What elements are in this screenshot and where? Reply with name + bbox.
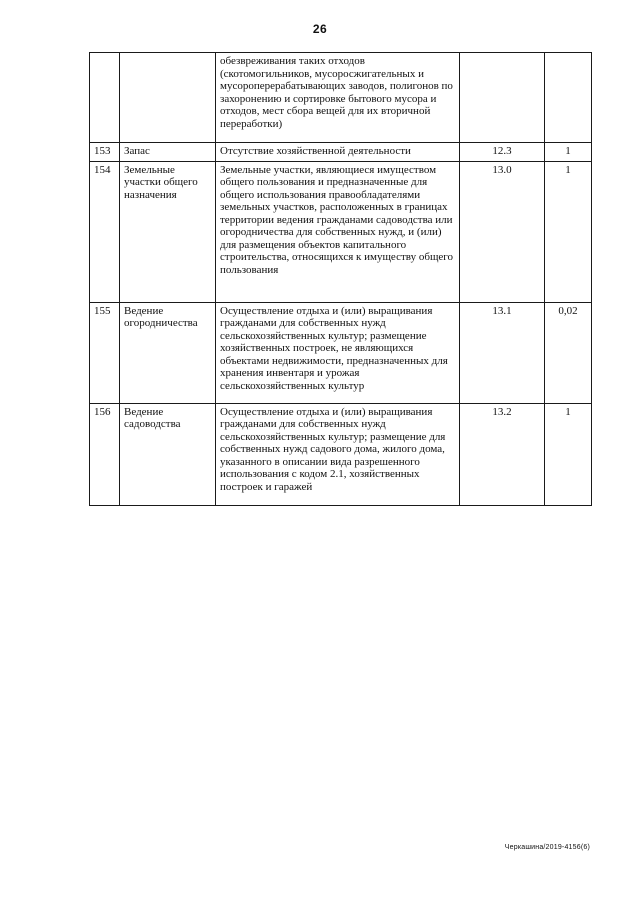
- table-row: [90, 53, 592, 143]
- land-use-name-cell: Ведение огородничества: [120, 302, 216, 403]
- table-row: [90, 302, 592, 403]
- page-number: 26: [312, 22, 328, 36]
- row-number-cell: 154: [90, 161, 120, 302]
- table-row: [90, 143, 592, 162]
- land-use-name-cell: Земельные участки общего назначения: [120, 161, 216, 302]
- code-cell: 13.1: [460, 302, 545, 403]
- row-number-cell: 156: [90, 403, 120, 505]
- table-row: [90, 403, 592, 505]
- coefficient-cell: 1: [545, 161, 592, 302]
- description-cell: обезвреживания таких отходов (скотомогильников, мусоросжигательных и мусороперерабатывающих заводов, полигонов по захоронению и сортировке бытового мусора и отходов, мест сбора вещей для их вторичной переработки): [216, 53, 460, 143]
- row-number-cell: [90, 53, 120, 143]
- row-number-cell: 153: [90, 143, 120, 162]
- description-cell: Земельные участки, являющиеся имуществом общего пользования и предназначенные для общего использования правообладателями земельных участков, расположенных в границах территории ведения гражданами садоводства или огородничества для собственных нужд, и (или) для размещения объектов капитального строительства, относящихся к имуществу общего пользования: [216, 161, 460, 302]
- land-use-name-cell: Ведение садоводства: [120, 403, 216, 505]
- coefficient-cell: 1: [545, 403, 592, 505]
- description-cell: Осуществление отдыха и (или) выращивания гражданами для собственных нужд сельскохозяйственных культур; размещение хозяйственных построек, не являющихся объектами недвижимости, предназначенных для хранения инвентаря и урожая сельскохозяйственных культур: [216, 302, 460, 403]
- description-cell: Отсутствие хозяйственной деятельности: [216, 143, 460, 162]
- code-cell: [460, 53, 545, 143]
- coefficient-cell: [545, 53, 592, 143]
- row-number-cell: 155: [90, 302, 120, 403]
- land-use-name-cell: [120, 53, 216, 143]
- coefficient-cell: 0,02: [545, 302, 592, 403]
- description-cell: Осуществление отдыха и (или) выращивания гражданами для собственных нужд сельскохозяйственных культур; размещение для собственных нужд садового дома, жилого дома, указанного в описании вида разрешенного использования с кодом 2.1, хозяйственных построек и гаражей: [216, 403, 460, 505]
- code-cell: 13.0: [460, 161, 545, 302]
- coefficient-cell: 1: [545, 143, 592, 162]
- document-reference: Черкашина/2019-4156(6): [504, 844, 590, 851]
- table-row: [90, 161, 592, 302]
- land-use-name-cell: Запас: [120, 143, 216, 162]
- code-cell: 13.2: [460, 403, 545, 505]
- code-cell: 12.3: [460, 143, 545, 162]
- land-use-table: [89, 52, 592, 506]
